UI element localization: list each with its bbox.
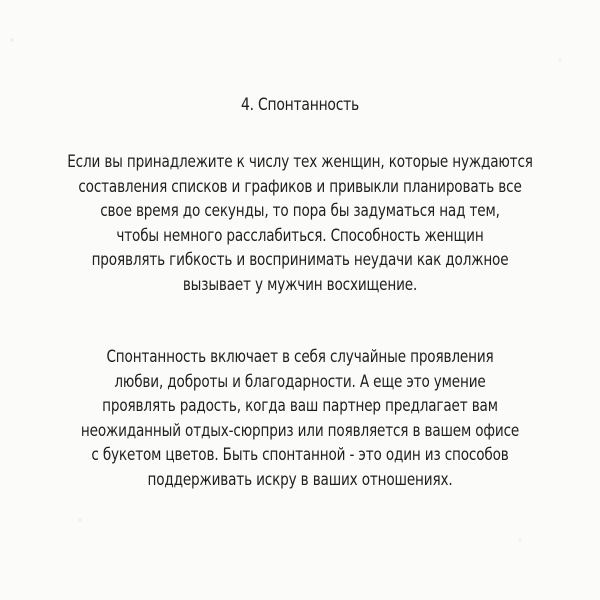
text-line: проявлять гибкость и воспринимать неудачи как должное	[91, 250, 509, 270]
text-line: Если вы принадлежите к числу тех женщин, которые нуждаются	[67, 152, 533, 172]
paragraph-flexibility	[0, 150, 600, 297]
paragraph-spontaneity	[0, 345, 600, 492]
text-line: вызывает у мужчин восхищение.	[182, 274, 418, 295]
text-line: с букетом цветов. Быть спонтанной - это один из способов	[91, 445, 509, 465]
text-line: Спонтанность включает в себя случайные проявления	[106, 347, 494, 367]
section-title: 4. Спонтанность	[241, 95, 359, 115]
text-line: свое время до секунды, то пора бы задуматься над тем,	[100, 201, 500, 221]
text-line: поддерживать искру в ваших отношениях.	[147, 469, 453, 490]
text-line: чтобы немного расслабиться. Способность женщин	[116, 225, 484, 246]
text-line: любви, доброты и благодарности. А еще это умение	[114, 371, 486, 392]
text-line: составления списков и графиков и привыкли планировать все	[78, 176, 522, 197]
text-line: неожиданный отдых-сюрприз или появляется в вашем офисе	[80, 420, 520, 441]
text-line: проявлять радость, когда ваш партнер предлагает вам	[102, 396, 498, 416]
